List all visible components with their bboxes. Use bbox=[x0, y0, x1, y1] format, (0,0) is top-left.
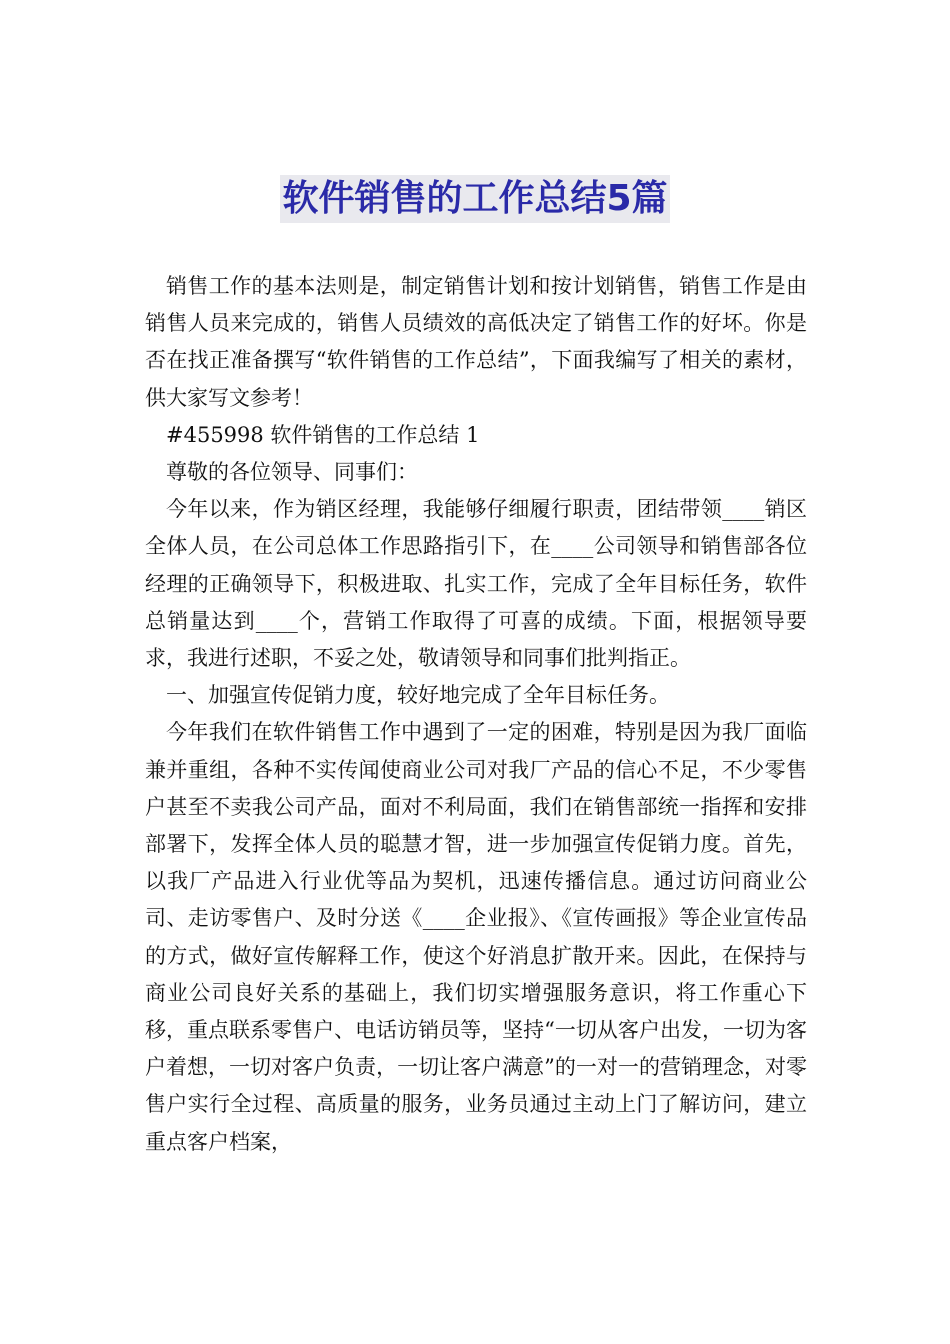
title-container bbox=[0, 175, 950, 223]
body-paragraph: 今年以来，作为销区经理，我能够仔细履行职责，团结带领____销区全体人员，在公司总体工作思路指引下，在____公司领导和销售部各位经理的正确领导下，积极进取、扎实工作，完成了全年目标任务，软件总销量达到____个，营销工作取得了可喜的成绩。下面，根据领导要求，我进行述职，不妥之处，敬请领导和同事们批判指正。 bbox=[145, 497, 807, 671]
document-body bbox=[145, 268, 807, 1161]
body-paragraph: 今年我们在软件销售工作中遇到了一定的困难，特别是因为我厂面临兼并重组，各种不实传闻使商业公司对我厂产品的信心不足，不少零售户甚至不卖我公司产品，面对不利局面，我们在销售部统一指挥和安排部署下，发挥全体人员的聪慧才智，进一步加强宣传促销力度。首先，以我厂产品进入行业优等品为契机，迅速传播信息。通过访问商业公司、走访零售户、及时分送《____企业报》、《宣传画报》等企业宣传品的方式，做好宣传解释工作，使这个好消息扩散开来。因此，在保持与商业公司良好关系的基础上，我们切实增强服务意识，将工作重心下移，重点联系零售户、电话访销员等，坚持“一切从客户出发，一切为客户着想，一切对客户负责，一切让客户满意”的一对一的营销理念，对零售户实行全过程、高质量的服务，业务员通过主动上门了解访问，建立重点客户档案， bbox=[145, 720, 807, 1154]
intro-paragraph: 销售工作的基本法则是，制定销售计划和按计划销售，销售工作是由销售人员来完成的，销售人员绩效的高低决定了销售工作的好坏。你是否在找正准备撰写“软件销售的工作总结”，下面我编写了相关的素材，供大家写文参考！ bbox=[145, 274, 807, 410]
document-title: 软件销售的工作总结5篇 bbox=[280, 175, 669, 223]
subsection-heading: 一、加强宣传促销力度，较好地完成了全年目标任务。 bbox=[166, 683, 670, 708]
salutation: 尊敬的各位领导、同事们： bbox=[166, 460, 418, 485]
section-heading: #455998 软件销售的工作总结 1 bbox=[166, 422, 480, 447]
